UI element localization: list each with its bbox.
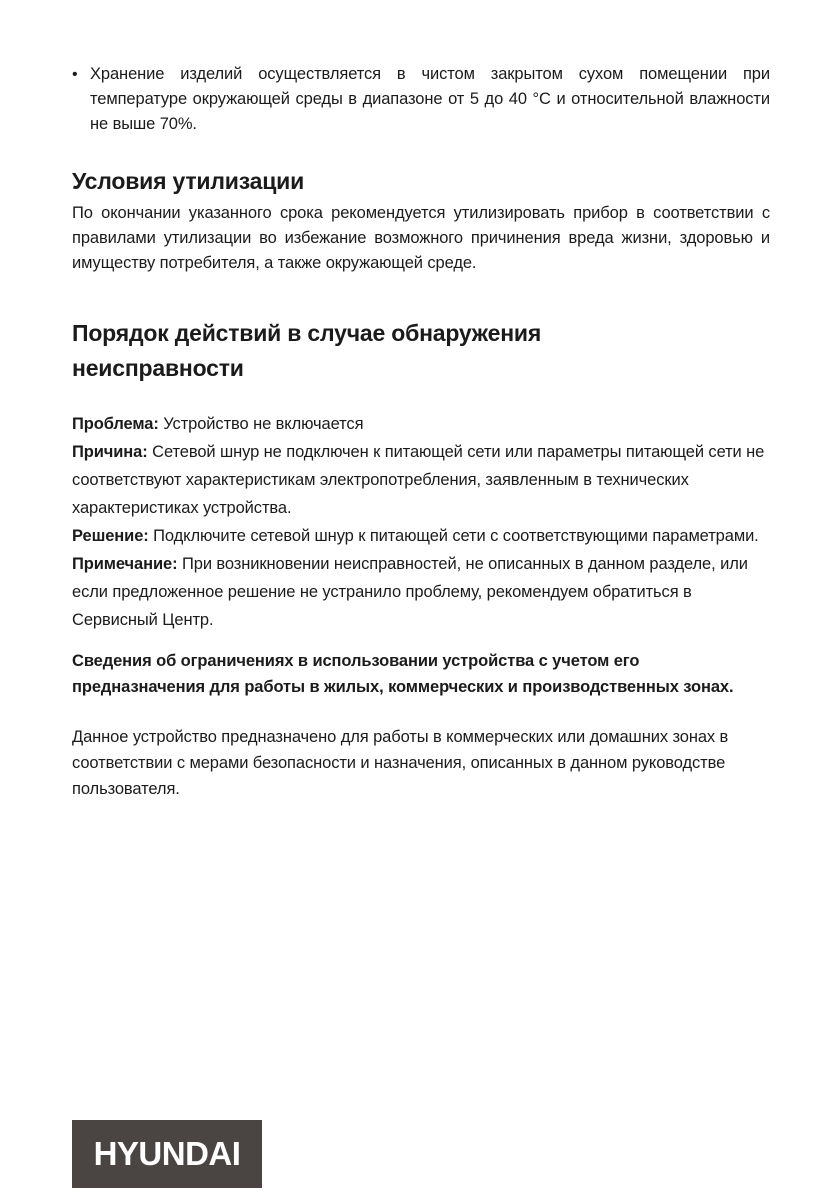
troubleshooting-heading: Порядок действий в случае обнаружения неисправности xyxy=(72,320,542,381)
disposal-heading: Условия утилизации xyxy=(72,168,305,194)
storage-bullet-text: Хранение изделий осуществляется в чистом закрытом сухом помещении при температуре окружающей среды в диапазоне от 5 до 40 °C и относительной влажности не выше 70%. xyxy=(90,65,770,133)
trouble-label-note: Примечание: xyxy=(72,555,178,573)
troubleshooting-block xyxy=(72,410,770,634)
trouble-text-solution: Подключите сетевой шнур к питающей сети с соответствующими параметрами. xyxy=(153,527,759,545)
trouble-entry-problem xyxy=(72,410,770,438)
trouble-text-note: При возникновении неисправностей, не описанных в данном разделе, или если предложенное решение не устранило проблему, рекомендуем обратиться в Сервисный Центр. xyxy=(72,555,748,629)
storage-bullet-item xyxy=(72,62,770,137)
disposal-body: По окончании указанного срока рекомендуется утилизировать прибор в соответствии с правилами утилизации во избежание возможного причинения вреда жизни, здоровью и имуществу потребителя, а также окружающей среде. xyxy=(72,204,770,272)
trouble-text-problem: Устройство не включается xyxy=(163,415,364,433)
usage-note-paragraph: Данное устройство предназначено для работы в коммерческих или домашних зонах в соответствии с мерами безопасности и назначения, описанных в данном руководстве пользователя. xyxy=(72,728,729,798)
hyundai-logo-text: HYUNDAI xyxy=(93,1134,241,1172)
trouble-entry-cause xyxy=(72,438,770,522)
hyundai-logo xyxy=(72,1120,262,1188)
bullet-marker: • xyxy=(72,66,78,83)
page-content xyxy=(72,62,770,802)
trouble-label-solution: Решение: xyxy=(72,527,149,545)
restrictions-paragraph: Сведения об ограничениях в использовании устройства с учетом его предназначения для работы в жилых, коммерческих и производственных зонах. xyxy=(72,652,734,696)
trouble-entry-solution xyxy=(72,522,770,550)
trouble-entry-note xyxy=(72,550,770,634)
trouble-label-problem: Проблема: xyxy=(72,415,159,433)
trouble-text-cause: Сетевой шнур не подключен к питающей сети или параметры питающей сети не соответствуют характеристикам электропотребления, заявленным в технических характеристиках устройства. xyxy=(72,443,765,517)
trouble-label-cause: Причина: xyxy=(72,443,148,461)
